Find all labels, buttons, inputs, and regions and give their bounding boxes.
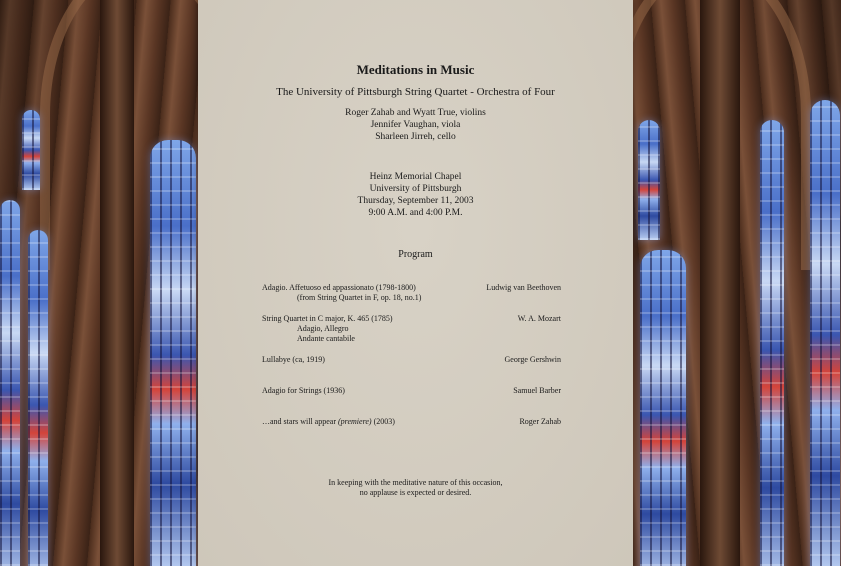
piece-title-prefix: …and stars will appear — [262, 417, 338, 426]
closing-note — [198, 478, 633, 498]
concert-program-sheet — [198, 0, 633, 566]
closing-note-line: no applause is expected or desired. — [359, 488, 472, 497]
stained-glass-window — [150, 140, 196, 566]
piece-title: Adagio. Affetuoso ed appassionato (1798-1800) — [262, 283, 416, 292]
piece-composer: George Gershwin — [504, 355, 561, 364]
stained-glass-window — [810, 100, 840, 566]
stained-glass-window — [28, 230, 48, 566]
right-pillar — [700, 0, 740, 566]
venue-block — [198, 171, 633, 219]
event-date: Thursday, September 11, 2003 — [357, 196, 474, 206]
program-title: Meditations in Music — [356, 62, 475, 77]
left-pillar — [100, 0, 134, 566]
ensemble-name: The University of Pittsburgh String Quartet - Orchestra of Four — [276, 86, 555, 98]
venue-institution: University of Pittsburgh — [369, 184, 462, 194]
piece-composer: Ludwig van Beethoven — [486, 283, 561, 292]
performer-line: Roger Zahab and Wyatt True, violins — [345, 108, 486, 118]
performers-list — [198, 107, 633, 143]
piece-title: Lullabye (ca, 1919) — [262, 355, 325, 364]
piece-title: String Quartet in C major, K. 465 (1785) — [262, 314, 393, 323]
piece-title: Adagio for Strings (1936) — [262, 386, 345, 395]
piece-composer: Roger Zahab — [519, 417, 561, 426]
piece-movement: Adagio, Allegro — [297, 324, 349, 333]
performer-line: Sharleen Jirreh, cello — [375, 132, 456, 142]
piece-composer: Samuel Barber — [513, 386, 561, 395]
venue-name: Heinz Memorial Chapel — [369, 172, 462, 182]
piece-title-suffix: (2003) — [371, 417, 395, 426]
piece-composer: W. A. Mozart — [517, 314, 561, 323]
program-heading: Program — [398, 249, 433, 260]
event-times: 9:00 A.M. and 4:00 P.M. — [368, 208, 463, 218]
closing-note-line: In keeping with the meditative nature of this occasion, — [328, 478, 503, 487]
stained-glass-window — [22, 110, 40, 190]
piece-movement: Andante cantabile — [297, 334, 355, 343]
stained-glass-window — [760, 120, 784, 566]
performer-line: Jennifer Vaughan, viola — [370, 120, 461, 130]
premiere-label: (premiere) — [337, 417, 372, 426]
stained-glass-window — [640, 250, 686, 566]
stained-glass-window — [0, 200, 20, 566]
stained-glass-window — [638, 120, 660, 240]
piece-subtitle: (from String Quartet in F, op. 18, no.1) — [297, 293, 422, 302]
